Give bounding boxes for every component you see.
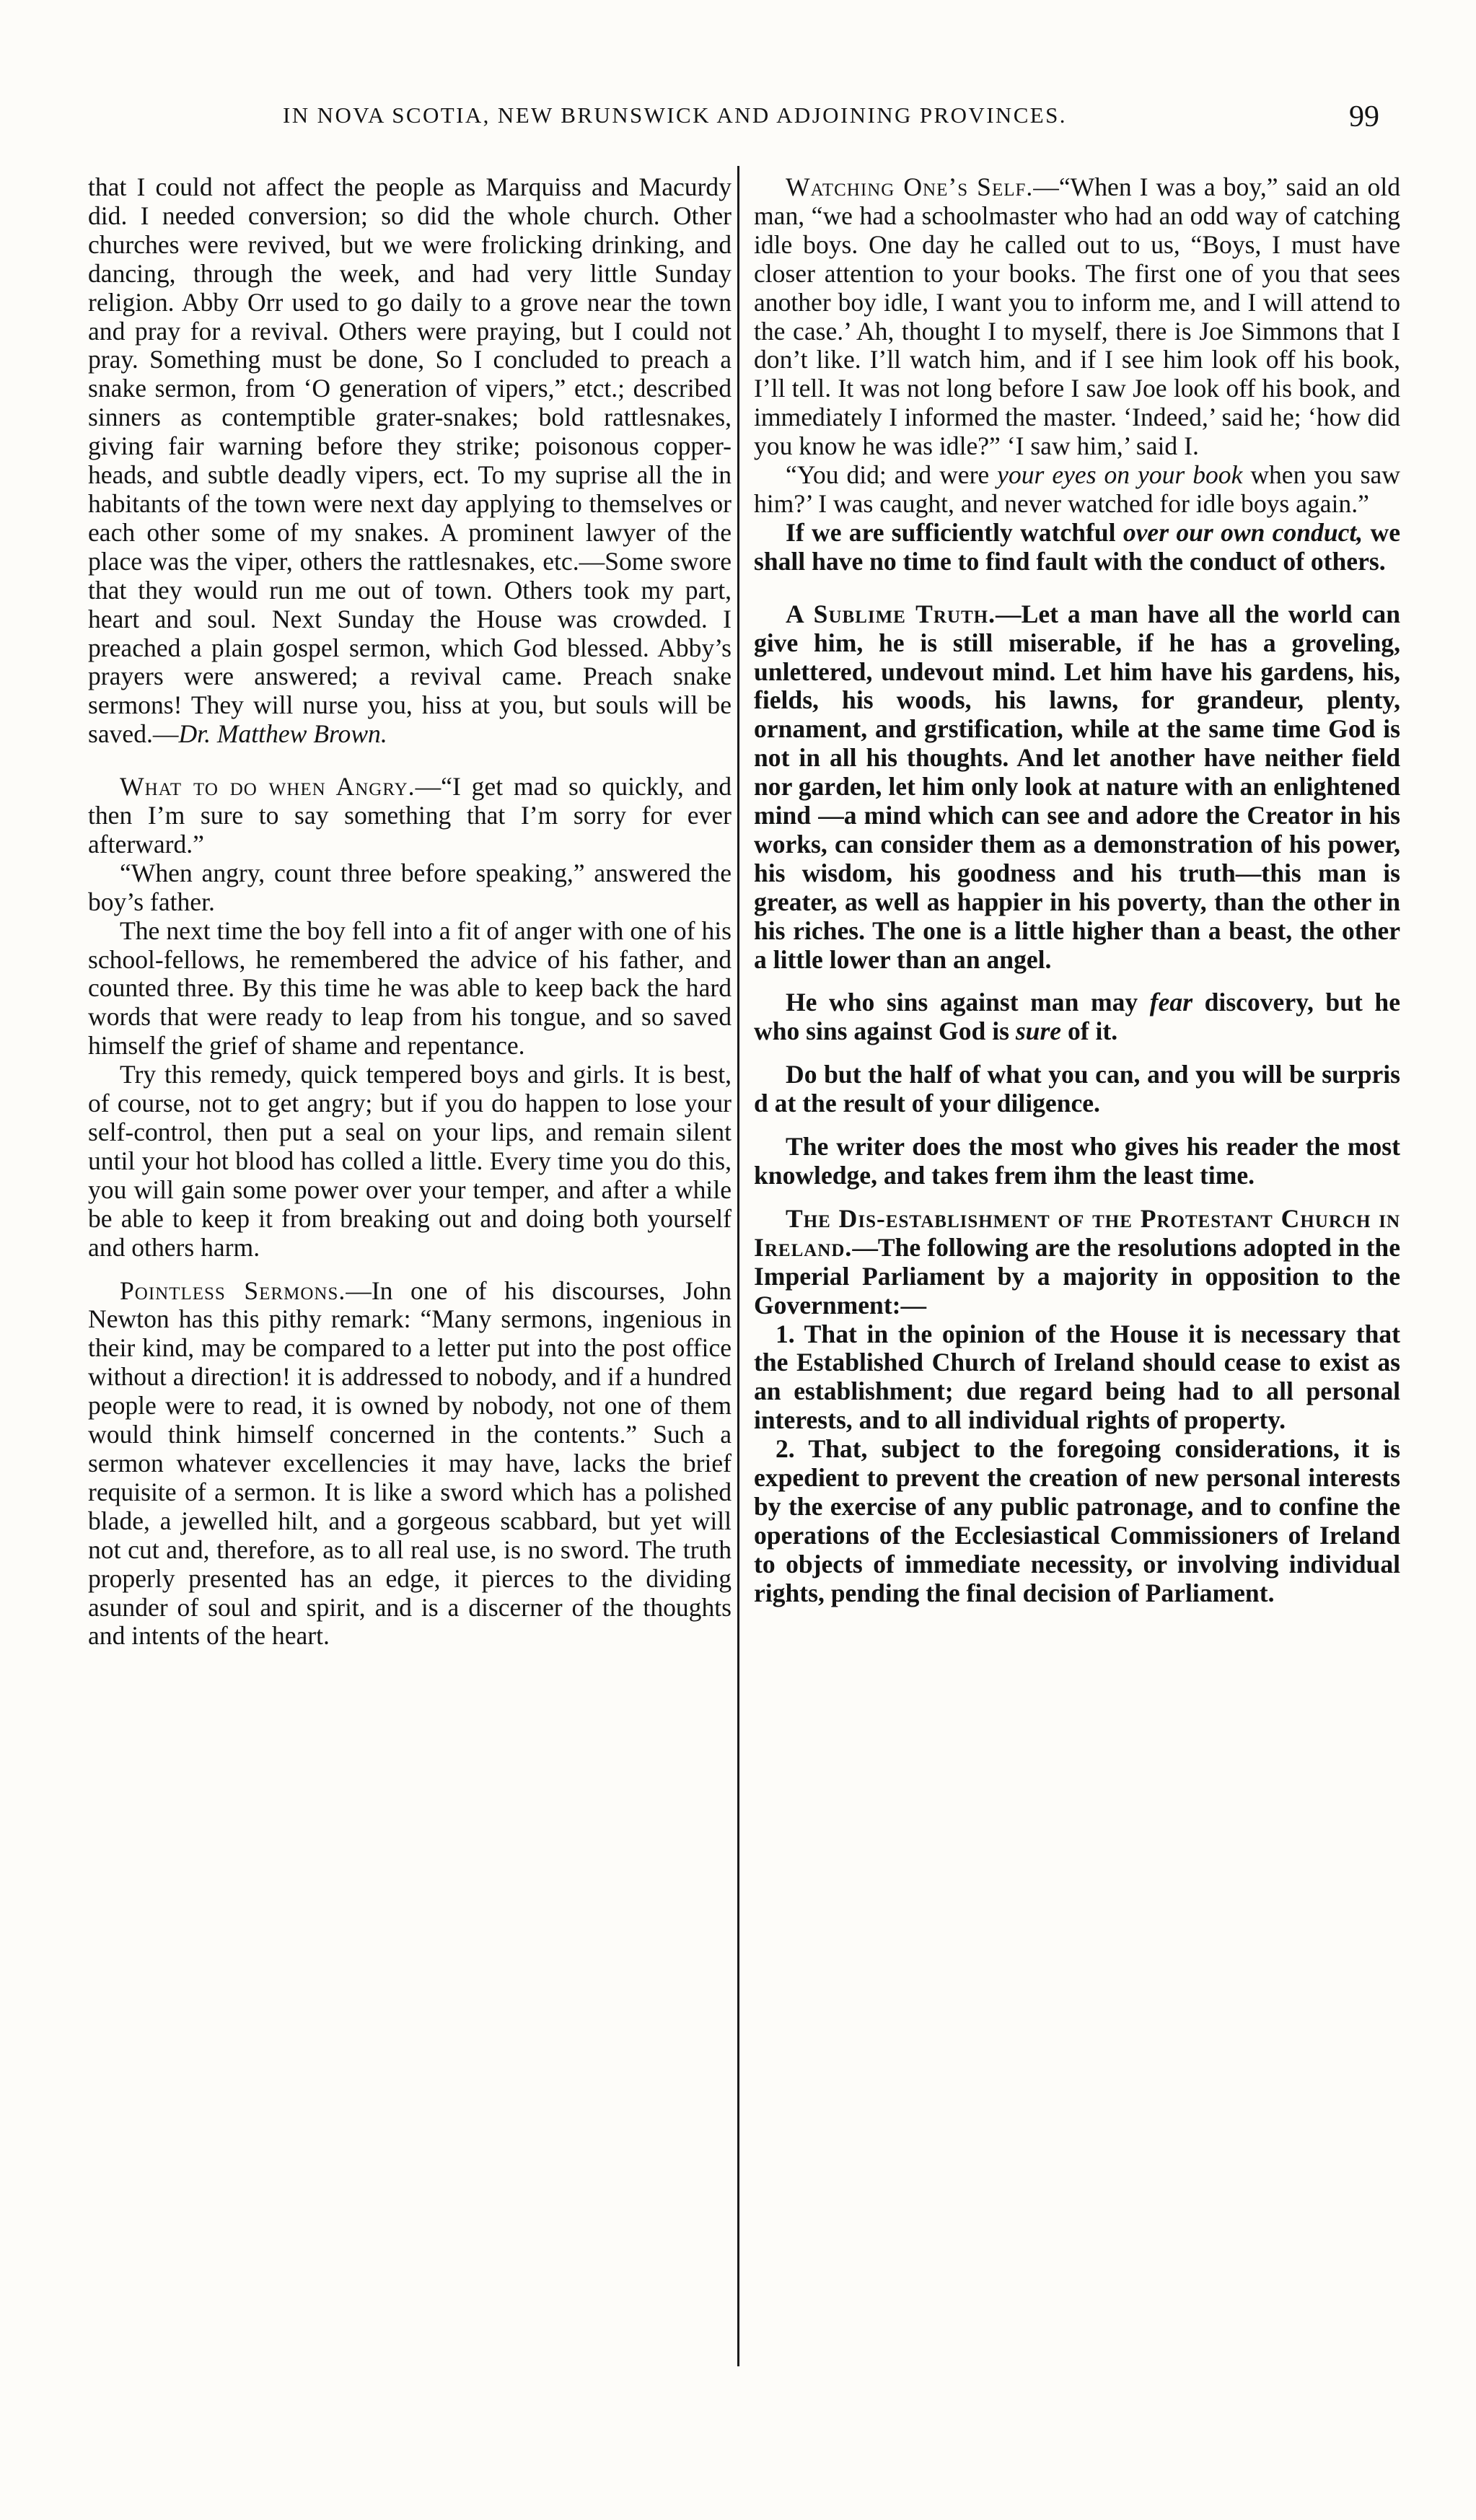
watching-heading: Watching One’s Self. <box>786 172 1034 201</box>
sins-maxim <box>754 988 1400 1046</box>
revival-article <box>88 173 732 749</box>
sins-fear: fear <box>1149 988 1193 1017</box>
disestablishment-article <box>754 1205 1400 1320</box>
watching-p2-b: when you saw him?’ I was caught, and never watched for idle boys again.” <box>754 460 1400 518</box>
page-number: 99 <box>1349 100 1379 133</box>
running-head <box>283 102 1379 146</box>
left-column <box>88 173 732 1651</box>
running-title: IN NOVA SCOTIA, NEW BRUNSWICK AND ADJOINING PROVINCES. <box>283 102 1067 128</box>
angry-heading: What to do when Angry. <box>120 772 416 802</box>
watching-p2-emphasis: your eyes on your book <box>997 460 1243 490</box>
resolution-2: 2. That, subject to the foregoing considerations, it is expedient to prevent the creation of new personal interests by the exercise of any public patronage, and to confine the operations of the Ecclesiastical Commissioners of Ireland to objects of immediate necessity, or involving individual rights, pending the final decision of Parliament. <box>754 1434 1400 1607</box>
angry-p2: “When angry, count three before speaking,” answered the boy’s father. <box>88 858 732 916</box>
watching-p1: —“When I was a boy,” said an old man, “we had a schoolmaster who had an odd way of catching idle boys. One day he called out to us, “Boys, I must have closer attention to your books. The first one of you that sees another boy idle, I want you to inform me, and I will attend to the case.’ Ah, thought I to myself, there is Joe Simmons that I don’t like. I’ll watch him, and if I see him look off his book, I’ll tell. It was not long before I saw Joe look off his book, and immediately I informed the master. ‘Indeed,’ said he; ‘how did you know he was idle?” ‘I saw him,’ said I. <box>754 172 1400 461</box>
revival-attribution: Dr. Matthew Brown. <box>178 719 387 749</box>
writer-maxim: The writer does the most who gives his reader the most knowledge, and takes frem ihm the least time. <box>754 1132 1400 1190</box>
sublime-text: —Let a man have all the world can give him, he is still miserable, if he has a groveling, unlettered, undevout mind. Let him have his gardens, his, fields, his woods, his lawns, for grandeur, plenty, ornament, and grstification, while at the same time God is not in all his thoughts. And let another have neither field nor garden, let him only look at nature with an enlightened mind —a mind which can see and adore the Creator in his works, can consider them as a demonstration of his power, his wisdom, his goodness and his truth—this man is greater, as well as happier in his poverty, than the other in his riches. The one is a little higher than a beast, the other a little lower than an angel. <box>754 599 1400 974</box>
watching-article <box>754 173 1400 461</box>
sins-c: of it. <box>1061 1017 1118 1046</box>
resolution-1: 1. That in the opinion of the House it is necessary that the Established Church of Ireland should cease to exist as an establishment; due regard being had to all personal interests, and to all individual rights of property. <box>754 1319 1400 1435</box>
disestablishment-intro: —The following are the resolutions adopted in the Imperial Parliament by a majority in opposition to the Government:— <box>754 1232 1400 1320</box>
revival-text: that I could not affect the people as Marquiss and Macurdy did. I needed conversion; so did the whole church. Other churches were revived, but we were frolicking drinking, and dancing, through the week, and had very little Sunday religion. Abby Orr used to go daily to a grove near the town and pray for a revival. Others were praying, but I could not pray. Something must be done, So I concluded to preach a snake sermon, from ‘O generation of vipers,” etct.; described sinners as contemptible grater-snakes; bold rattlesnakes, giving fair warning before they strike; poisonous copper-heads, and subtle deadly vipers, ect. To my suprise all the in habitants of the town were next day applying to themselves or each other some of my snakes. A prominent lawyer of the place was the viper, others the rattlesnakes, etc.—Some swore that they would run me out of town. Others took my part, heart and soul. Next Sunday the House was crowded. I preached a plain gospel sermon, which God blessed. Abby’s prayers were answered; a revival came. Preach snake sermons! They will nurse you, hiss at you, but souls will be saved.— <box>88 172 732 749</box>
sublime-article <box>754 600 1400 975</box>
watching-p2-a: “You did; and were <box>786 460 998 490</box>
sins-b: discovery, but he who sins against God is <box>754 988 1401 1046</box>
sins-sure: sure <box>1015 1017 1062 1046</box>
half-maxim: Do but the half of what you can, and you will be surpris d at the result of your diligence. <box>754 1060 1400 1118</box>
column-rule <box>737 166 739 2366</box>
angry-article <box>88 773 732 859</box>
sublime-heading: A Sublime Truth. <box>786 599 996 628</box>
pointless-heading: Pointless Sermons. <box>120 1276 346 1305</box>
angry-p1: —“I get mad so quickly, and then I’m sure to say something that I’m sorry for ever afterward.” <box>88 772 732 859</box>
watching-p3 <box>754 519 1400 576</box>
disestablishment-heading: The Dis-establishment of the Protestant Church in Ireland. <box>754 1203 1400 1262</box>
watching-p2 <box>754 461 1400 519</box>
watching-p3-a: If we are sufficiently watchful <box>786 517 1123 547</box>
watching-p3-b: we shall have no time to find fault with the conduct of others. <box>754 517 1400 576</box>
pointless-text: —In one of his discourses, John Newton has this pithy remark: “Many sermons, ingenious in their kind, may be compared to a letter put into the post office without a direction! it is addressed to nobody, and if a hundred people were to read, it is owned by nobody, not one of them would think himself concerned in the contents.” Such a sermon whatever excellencies it may have, lacks the brief requisite of a sermon. It is like a sword which has a polished blade, a jewelled hilt, and a gorgeous scabbard, but yet will not cut and, therefore, as to all real use, is no sword. The truth properly presented has an edge, it pierces to the dividing asunder of soul and spirit, and is a discerner of the thoughts and intents of the heart. <box>88 1276 732 1651</box>
angry-p3: The next time the boy fell into a fit of anger with one of his school-fellows, he remembered the advice of his father, and counted three. By this time he was able to keep back the hard words that were ready to leap from his tongue, and so saved himself the grief of shame and repentance. <box>88 916 732 1061</box>
sins-a: He who sins against man may <box>786 988 1150 1017</box>
angry-p4: Try this remedy, quick tempered boys and girls. It is best, of course, not to get angry; but if you do happen to lose your self-control, then put a seal on your lips, and remain silent until your hot blood has colled a little. Every time you do this, you will gain some power over your temper, and after a while be able to keep it from breaking out and doing both yourself and others harm. <box>88 1060 732 1262</box>
pointless-article <box>88 1277 732 1651</box>
right-column <box>754 173 1400 1608</box>
watching-p3-emphasis: over our own conduct, <box>1123 517 1363 547</box>
